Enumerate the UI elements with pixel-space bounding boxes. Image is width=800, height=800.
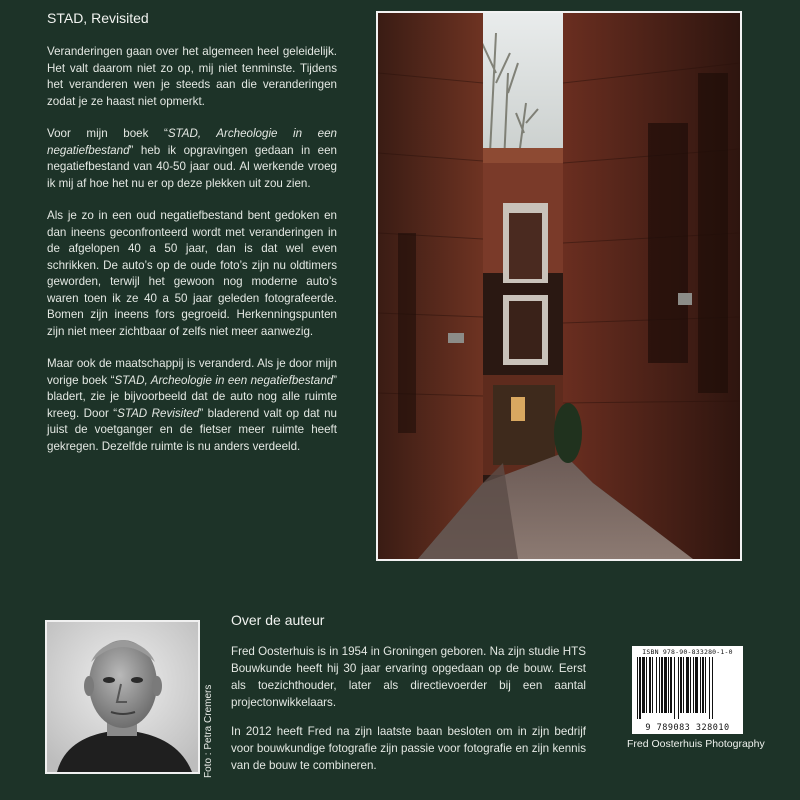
book-title: STAD Revisited — [117, 406, 200, 420]
bio-paragraph-1: Fred Oosterhuis is in 1954 in Groningen geboren. Na zijn studie HTS Bouwkunde heeft hij 30 jaar ervaring opgedaan op de bouw. Eerst als toezichthouder, later als directievoerder bij een aantal projectonwikkelaars. — [231, 645, 586, 709]
author-heading: Over de auteur — [231, 612, 325, 628]
book-title: STAD, Archeologie in een negatiefbestand — [114, 373, 334, 387]
author-portrait — [45, 620, 200, 774]
author-bio — [231, 643, 586, 786]
publisher-name: Fred Oosterhuis Photography — [627, 738, 765, 750]
isbn-digits: 9 789083 328010 — [645, 723, 730, 733]
book-title: STAD, Archeologie in een negatiefbestand — [47, 127, 337, 157]
intro-text — [47, 44, 337, 471]
intro-paragraph-1: Veranderingen gaan over het algemeen heel geleidelijk. Het valt daarom niet zo op, mij niet tenminste. Tijdens het veranderen wen je steeds aan die veranderingen zodat je ze haast niet opmerkt. — [47, 45, 337, 108]
photo-credit: Foto : Petra Cremers — [203, 684, 214, 778]
intro-paragraph-4: Maar ook de maatschappij is veranderd. Als je door mijn vorige boek “STAD, Archeologie in een negatiefbestand” bladert, zie je bijvoorbeeld dat de auto nog alle ruimte kreeg. Door “STAD Revisited” bladerend valt op dat nu juist de voetganger en de fietser meer ruimte heeft gekregen. Dezelfde ruimte is nu anders verdeeld. — [47, 357, 337, 453]
intro-paragraph-3: Als je zo in een oud negatiefbestand bent gedoken en dan ineens geconfronteerd wordt met veranderingen in de afgelopen 40 a 50 jaar, dan is dat wel even schrikken. De auto’s op de oude foto’s zijn nu oldtimers geworden, terwijl het gewoon nog moderne auto’s waren toen ik ze 40 a 50 jaar geleden fotografeerde. Bomen zijn ineens fors gegroeid. Herkenningspunten zijn niet meer zichtbaar of zelfs niet meer aanwezig. — [47, 209, 337, 338]
bio-paragraph-2: In 2012 heeft Fred na zijn laatste baan besloten om in zijn bedrijf voor bouwkundige fotografie zijn passie voor fotografie en zijn kennis van de bouw te combineren. — [231, 725, 586, 772]
intro-paragraph-2: Voor mijn boek “STAD, Archeologie in een negatiefbestand” heb ik opgravingen gedaan in een negatiefbestand van 40-50 jaar oud. Al werkende vroeg ik mij af hoe het nu er op deze plekken uit zou zien. — [47, 127, 337, 190]
isbn-barcode — [632, 646, 743, 734]
isbn-label: ISBN 978-90-833280-1-0 — [642, 648, 733, 656]
barcode-bars — [636, 657, 739, 719]
page-title: STAD, Revisited — [47, 10, 149, 26]
cover-photo-alley — [376, 11, 742, 561]
